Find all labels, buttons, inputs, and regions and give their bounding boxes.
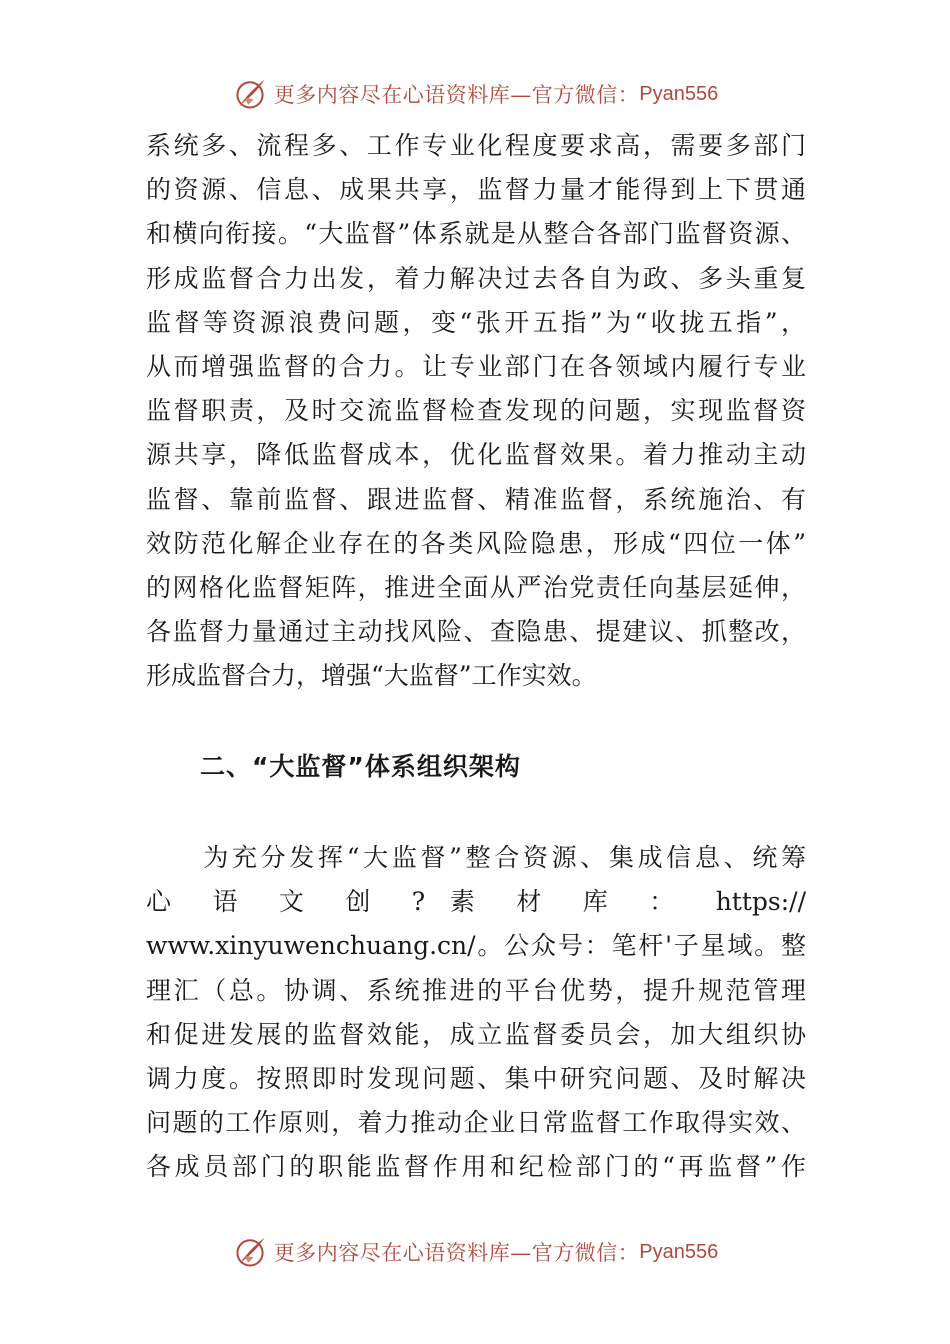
text-line: 从而增强监督的合力。让专业部门在各领域内履行专业: [146, 351, 806, 381]
text-line: 和横向衔接。“大监督”体系就是从整合各部门监督资源、: [146, 219, 806, 249]
text-line: 源共享，降低监督成本，优化监督效果。着力推动主动: [146, 440, 806, 470]
text-line: 为充分发挥“大监督”整合资源、集成信息、统筹: [146, 843, 806, 872]
text-line: 调力度。按照即时发现问题、集中研究问题、及时解决: [146, 1063, 806, 1093]
text-line: 和促进发展的监督效能，成立监督委员会，加大组织协: [146, 1019, 806, 1049]
text-line: 监督、靠前监督、跟进监督、精准监督，系统施治、有: [146, 484, 806, 514]
text-line: 效防范化解企业存在的各类风险隐患，形成“四位一体”: [146, 528, 806, 558]
text-line: www.xinyuwenchuang.cn/。公众号：笔杆'子星域。整: [146, 931, 806, 961]
banner-text: 更多内容尽在心语资料库—官方微信：: [273, 1241, 640, 1265]
footer-banner: [0, 1228, 950, 1276]
quill-logo-icon: [232, 76, 268, 112]
text-line: 监督职责，及时交流监督检查发现的问题，实现监督资: [146, 396, 806, 426]
text-line: 问题的工作原则，着力推动企业日常监督工作取得实效、: [146, 1108, 806, 1138]
text-line: 的资源、信息、成果共享，监督力量才能得到上下贯通: [146, 175, 806, 205]
text-line: 的网格化监督矩阵，推进全面从严治党责任向基层延伸，: [146, 572, 806, 602]
text-line: 心 语 文 创 ? 素 材 库 ： https://: [146, 887, 806, 917]
banner-wechat-id: Pyan556: [639, 1240, 719, 1263]
banner-wechat-id: Pyan556: [639, 82, 719, 105]
paragraph-2: [146, 836, 806, 1190]
banner-text: 更多内容尽在心语资料库—官方微信：: [273, 83, 640, 107]
text-line: 形成监督合力，增强“大监督”工作实效。: [146, 661, 597, 691]
text-line: 理汇（总。协调、系统推进的平台优势，提升规范管理: [146, 975, 806, 1005]
paragraph-1: [146, 124, 806, 698]
text-line: 系统多、流程多、工作专业化程度要求高，需要多部门: [146, 131, 806, 160]
header-banner: [0, 70, 950, 118]
text-line: 形成监督合力出发，着力解决过去各自为政、多头重复: [146, 263, 806, 293]
text-line: 监督等资源浪费问题，变“张开五指”为“收拢五指”，: [146, 307, 806, 337]
section-heading: 二、“大监督”体系组织架构: [200, 752, 521, 781]
text-line: 各成员部门的职能监督作用和纪检部门的“再监督”作: [146, 1152, 806, 1182]
quill-logo-icon: [232, 1234, 268, 1270]
text-line: 各监督力量通过主动找风险、查隐患、提建议、抓整改，: [146, 617, 806, 647]
